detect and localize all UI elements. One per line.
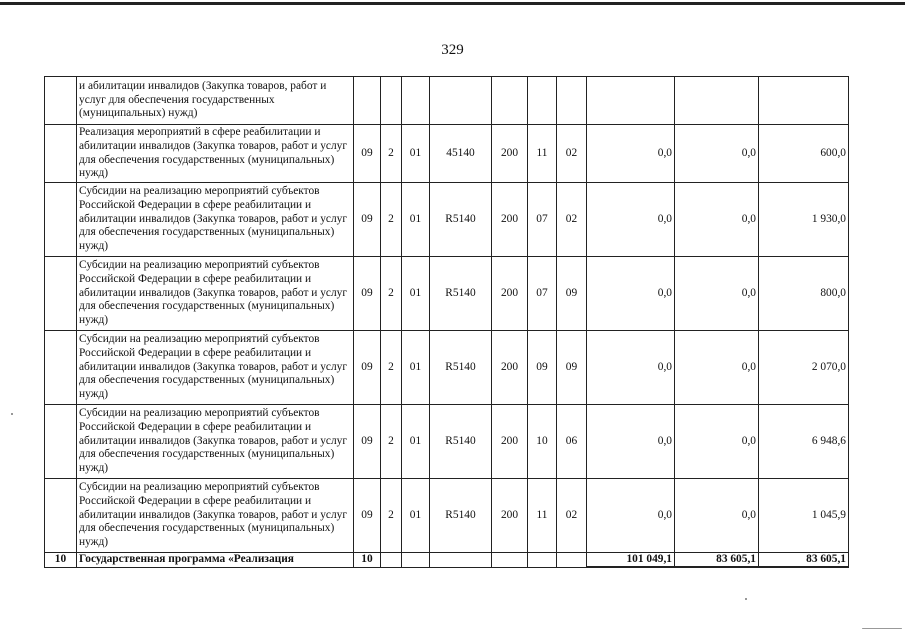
cell-v1: 0,0 <box>587 331 675 405</box>
cell-c1: 09 <box>354 125 381 183</box>
scan-speck <box>11 413 13 415</box>
cell-c3: 01 <box>402 405 430 479</box>
cell-description: и абилитации инвалидов (Закупка товаров, работ и услуг для обеспечения государственных (муниципальных) нужд) <box>77 77 354 125</box>
budget-table <box>44 76 849 568</box>
cell-c7: 06 <box>557 405 587 479</box>
cell-num <box>45 77 77 125</box>
cell-v2: 0,0 <box>675 257 759 331</box>
cell-c1 <box>354 77 381 125</box>
table-row <box>45 257 849 331</box>
cell-v1 <box>587 77 675 125</box>
cell-num <box>45 125 77 183</box>
cell-v3: 800,0 <box>759 257 849 331</box>
cell-c7 <box>557 77 587 125</box>
cell-c5: 200 <box>492 479 528 553</box>
cell-description: Субсидии на реализацию мероприятий субъектов Российской Федерации в сфере реабилитации и абилитации инвалидов (Закупка товаров, работ и услуг для обеспечения государственных (муниципальных) нужд) <box>77 331 354 405</box>
cell-c1: 09 <box>354 183 381 257</box>
cell-c5: 200 <box>492 331 528 405</box>
cell-c7: 09 <box>557 257 587 331</box>
cell-v2: 0,0 <box>675 479 759 553</box>
cell-c3: 01 <box>402 331 430 405</box>
table-row <box>45 479 849 553</box>
cell-v3 <box>759 77 849 125</box>
cell-c3: 01 <box>402 479 430 553</box>
total-cell-c6 <box>528 553 557 568</box>
cell-c3: 01 <box>402 257 430 331</box>
cell-c6: 07 <box>528 257 557 331</box>
cell-c4: R5140 <box>430 257 492 331</box>
cell-v2: 0,0 <box>675 125 759 183</box>
cell-v2 <box>675 77 759 125</box>
cell-c6: 11 <box>528 125 557 183</box>
cell-v3: 2 070,0 <box>759 331 849 405</box>
cell-c2: 2 <box>381 125 402 183</box>
cell-c6: 10 <box>528 405 557 479</box>
cell-c3: 01 <box>402 125 430 183</box>
cell-c2 <box>381 77 402 125</box>
cell-v1: 0,0 <box>587 479 675 553</box>
cell-v1: 0,0 <box>587 125 675 183</box>
cell-c2: 2 <box>381 331 402 405</box>
cell-c6 <box>528 77 557 125</box>
cell-v3: 6 948,6 <box>759 405 849 479</box>
cell-c4: R5140 <box>430 405 492 479</box>
total-cell-c3 <box>402 553 430 568</box>
cell-c4 <box>430 77 492 125</box>
cell-c2: 2 <box>381 183 402 257</box>
cell-v3: 600,0 <box>759 125 849 183</box>
cell-c4: R5140 <box>430 331 492 405</box>
table-row <box>45 183 849 257</box>
scan-speck <box>745 598 747 600</box>
cell-num <box>45 479 77 553</box>
table-row <box>45 331 849 405</box>
table-row <box>45 77 849 125</box>
cell-c5: 200 <box>492 183 528 257</box>
total-cell-v2: 83 605,1 <box>675 553 759 568</box>
table-row <box>45 405 849 479</box>
cell-c5: 200 <box>492 405 528 479</box>
total-cell-v3: 83 605,1 <box>759 553 849 568</box>
cell-description: Субсидии на реализацию мероприятий субъектов Российской Федерации в сфере реабилитации и абилитации инвалидов (Закупка товаров, работ и услуг для обеспечения государственных (муниципальных) нужд) <box>77 405 354 479</box>
cell-description: Субсидии на реализацию мероприятий субъектов Российской Федерации в сфере реабилитации и абилитации инвалидов (Закупка товаров, работ и услуг для обеспечения государственных (муниципальных) нужд) <box>77 257 354 331</box>
total-cell-v1: 101 049,1 <box>587 553 675 568</box>
total-cell-c4 <box>430 553 492 568</box>
cell-c3: 01 <box>402 183 430 257</box>
cell-c7: 02 <box>557 183 587 257</box>
cell-num <box>45 405 77 479</box>
cell-c6: 11 <box>528 479 557 553</box>
total-cell-c7 <box>557 553 587 568</box>
cell-num <box>45 331 77 405</box>
table-row-total <box>45 553 849 568</box>
cell-c3 <box>402 77 430 125</box>
cell-v1: 0,0 <box>587 405 675 479</box>
cell-c6: 09 <box>528 331 557 405</box>
cell-c1: 09 <box>354 405 381 479</box>
cell-c2: 2 <box>381 405 402 479</box>
cell-num <box>45 257 77 331</box>
cell-description: Субсидии на реализацию мероприятий субъектов Российской Федерации в сфере реабилитации и абилитации инвалидов (Закупка товаров, работ и услуг для обеспечения государственных (муниципальных) нужд) <box>77 183 354 257</box>
cell-v1: 0,0 <box>587 183 675 257</box>
scan-mark <box>862 628 902 629</box>
cell-c1: 09 <box>354 331 381 405</box>
cell-v3: 1 930,0 <box>759 183 849 257</box>
total-cell-c1: 10 <box>354 553 381 568</box>
cell-v1: 0,0 <box>587 257 675 331</box>
cell-c7: 02 <box>557 479 587 553</box>
total-cell-num: 10 <box>45 553 77 568</box>
cell-v3: 1 045,9 <box>759 479 849 553</box>
cell-description: Реализация мероприятий в сфере реабилитации и абилитации инвалидов (Закупка товаров, работ и услуг для обеспечения государственных (муниципальных) нужд) <box>77 125 354 183</box>
cell-v2: 0,0 <box>675 183 759 257</box>
page-number: 329 <box>441 42 464 58</box>
top-border-line <box>0 2 905 5</box>
table-row <box>45 125 849 183</box>
cell-c1: 09 <box>354 257 381 331</box>
cell-num <box>45 183 77 257</box>
cell-c7: 09 <box>557 331 587 405</box>
cell-c5: 200 <box>492 257 528 331</box>
cell-c1: 09 <box>354 479 381 553</box>
cell-c5: 200 <box>492 125 528 183</box>
cell-c5 <box>492 77 528 125</box>
cell-c2: 2 <box>381 479 402 553</box>
cell-description: Субсидии на реализацию мероприятий субъектов Российской Федерации в сфере реабилитации и абилитации инвалидов (Закупка товаров, работ и услуг для обеспечения государственных (муниципальных) нужд) <box>77 479 354 553</box>
total-cell-description: Государственная программа «Реализация <box>77 553 354 568</box>
cell-c4: R5140 <box>430 183 492 257</box>
cell-v2: 0,0 <box>675 405 759 479</box>
cell-c6: 07 <box>528 183 557 257</box>
total-cell-c5 <box>492 553 528 568</box>
cell-c4: R5140 <box>430 479 492 553</box>
cell-c2: 2 <box>381 257 402 331</box>
total-cell-c2 <box>381 553 402 568</box>
cell-c4: 45140 <box>430 125 492 183</box>
cell-c7: 02 <box>557 125 587 183</box>
cell-v2: 0,0 <box>675 331 759 405</box>
